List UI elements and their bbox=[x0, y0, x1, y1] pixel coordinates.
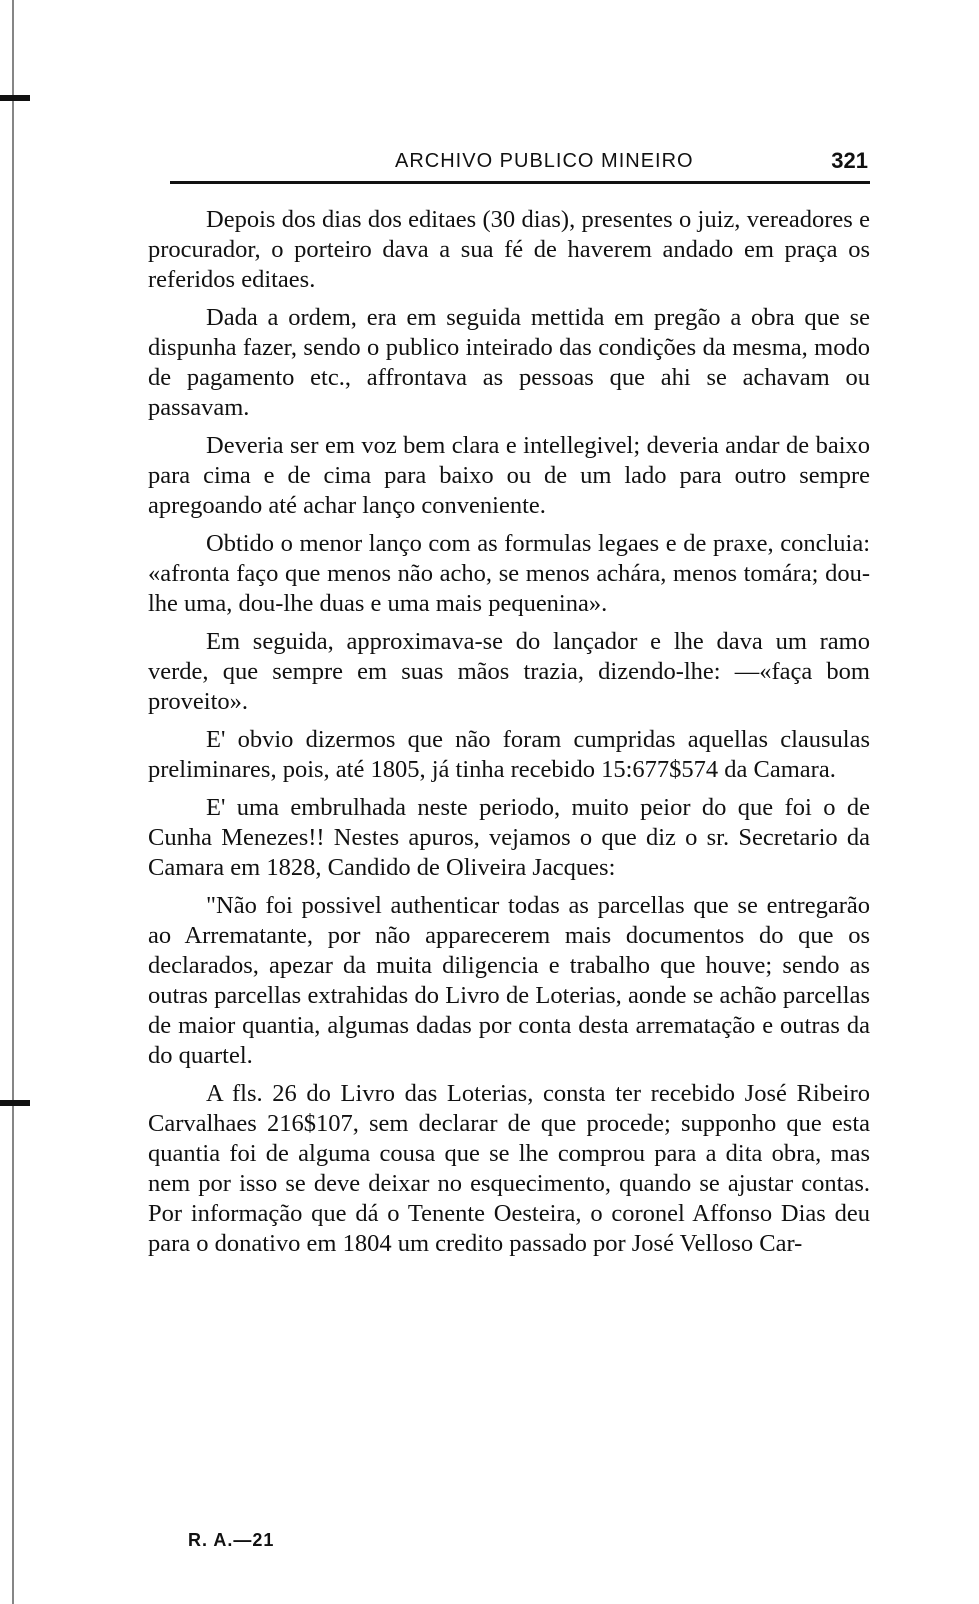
binding-mark bbox=[0, 1100, 30, 1106]
paragraph: Deveria ser em voz bem clara e intellegivel; deveria andar de baixo para cima e de cima para baixo ou de um lado para outro sempre apregoando até achar lanço conveniente. bbox=[148, 432, 870, 519]
running-title: ARCHIVO PUBLICO MINEIRO bbox=[395, 150, 694, 172]
paragraph: E' uma embrulhada neste periodo, muito peior do que foi o de Cunha Menezes!! Nestes apuros, vejamos o que diz o sr. Secretario da Camara em 1828, Candido de Oliveira Jacques: bbox=[148, 794, 870, 881]
paragraph: A fls. 26 do Livro das Loterias, consta ter recebido José Ribeiro Carvalhaes 216$107, sem declarar de que procede; supponho que esta quantia foi de alguma cousa que se lhe comprou para a dita obra, mas nem por isso se deve deixar no esquecimento, quando se ajustar contas. Por informação que dá o Tenente Oesteira, o coronel Affonso Dias deu para o donativo em 1804 um credito passado por José Velloso Car- bbox=[148, 1080, 870, 1257]
binding-mark bbox=[0, 95, 30, 101]
page-header bbox=[170, 140, 870, 184]
header-rule bbox=[170, 175, 870, 184]
paragraph: "Não foi possivel authenticar todas as parcellas que se entregarão ao Arrematante, por não apparecerem mais documentos do que os declarados, apezar da muita diligencia e trabalho que houve; sendo as outras parcellas extrahidas do Livro de Loterias, aonde se achão parcellas de maior quantia, algumas dadas por conta desta arrematação e outras da do quartel. bbox=[148, 892, 870, 1069]
paragraph: E' obvio dizermos que não foram cumpridas aquellas clausulas preliminares, pois, até 1805, já tinha recebido 15:677$574 da Camara. bbox=[148, 726, 870, 783]
paragraph: Obtido o menor lanço com as formulas legaes e de praxe, concluia: «afronta faço que menos não acho, se menos achára, menos tomára; dou-lhe uma, dou-lhe duas e uma mais pequenina». bbox=[148, 530, 870, 617]
body-text bbox=[148, 205, 870, 1267]
signature-mark: R. A.—21 bbox=[188, 1530, 275, 1550]
paragraph: Em seguida, approximava-se do lançador e lhe dava um ramo verde, que sempre em suas mãos trazia, dizendo-lhe: —«faça bom proveito». bbox=[148, 628, 870, 715]
paragraph: Dada a ordem, era em seguida mettida em pregão a obra que se dispunha fazer, sendo o publico inteirado das condições da mesma, modo de pagamento etc., affrontava as pessoas que ahi se achavam ou passavam. bbox=[148, 304, 870, 421]
paragraph: Depois dos dias dos editaes (30 dias), presentes o juiz, vereadores e procurador, o porteiro dava a sua fé de haverem andado em praça os referidos editaes. bbox=[148, 206, 870, 293]
page-number: 321 bbox=[831, 148, 868, 173]
scan-edge bbox=[0, 0, 14, 1604]
